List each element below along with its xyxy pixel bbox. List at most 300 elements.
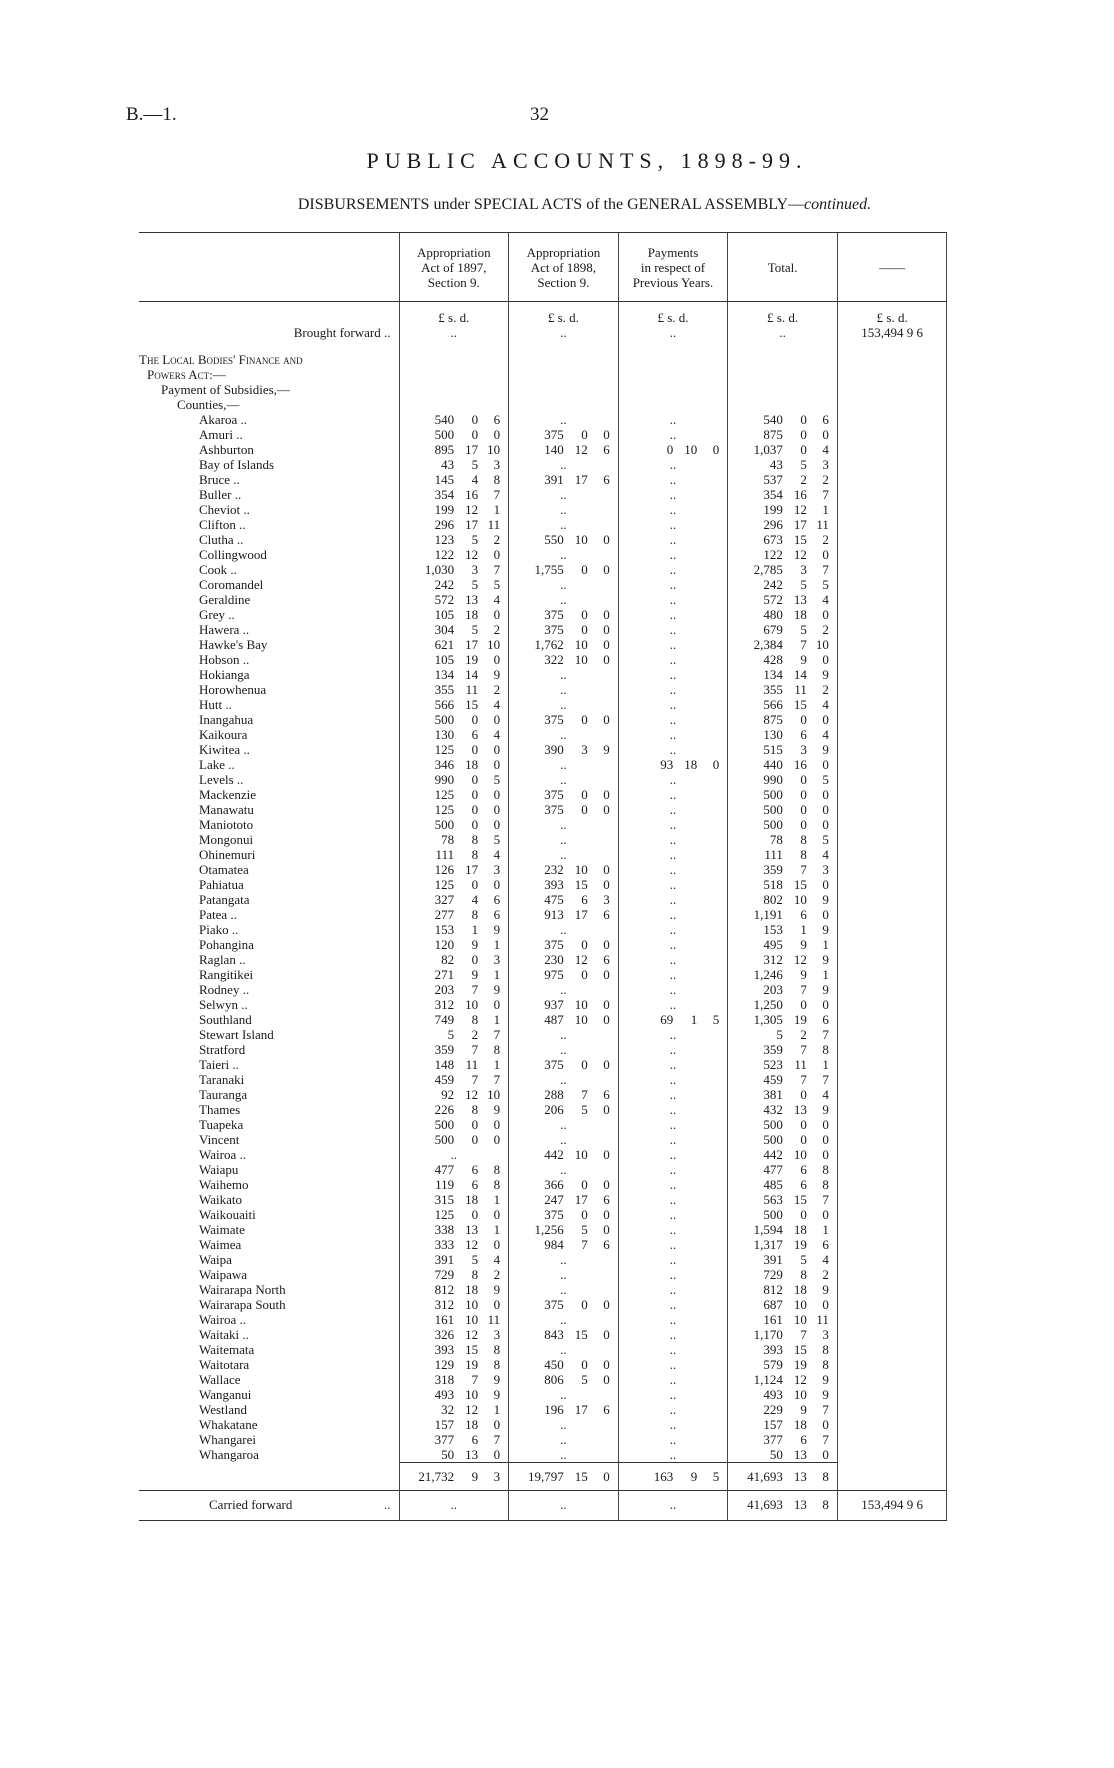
amount-previous-years: .. xyxy=(618,577,728,592)
pence: 1 xyxy=(493,1192,501,1207)
amount-1898 xyxy=(509,1057,619,1072)
shillings: 10 xyxy=(465,1387,479,1402)
county-name xyxy=(139,457,399,472)
shillings: 11 xyxy=(465,1057,479,1072)
county-name xyxy=(139,1327,399,1342)
pence: 8 xyxy=(822,1162,829,1177)
shillings: 13 xyxy=(465,1447,479,1462)
pence: 2 xyxy=(822,1267,829,1282)
pence: 6 xyxy=(822,1012,829,1027)
pence: 0 xyxy=(603,712,610,727)
county-name xyxy=(139,1192,399,1207)
pounds: 1,246 xyxy=(753,967,783,982)
amount-total xyxy=(728,577,838,592)
amount-total xyxy=(728,622,838,637)
shillings: 12 xyxy=(793,502,807,517)
pounds: 500 xyxy=(434,1117,455,1132)
amount-previous-years: .. xyxy=(618,832,728,847)
pence: 3 xyxy=(493,862,501,877)
county-name xyxy=(139,1042,399,1057)
shillings: 8 xyxy=(800,1267,807,1282)
empty-cell xyxy=(837,1057,947,1072)
empty-cell xyxy=(837,1387,947,1402)
shillings: 0 xyxy=(471,1117,479,1132)
amount-1897 xyxy=(399,1387,509,1402)
amount-previous-years: .. xyxy=(618,697,728,712)
empty-cell xyxy=(837,967,947,982)
shillings: 6 xyxy=(471,727,479,742)
amount-1898 xyxy=(509,892,619,907)
shillings: 0 xyxy=(800,412,807,427)
pence: 0 xyxy=(493,787,501,802)
county-label: Wallace xyxy=(199,1372,241,1387)
empty-cell xyxy=(837,1222,947,1237)
pence: 0 xyxy=(603,532,610,547)
shillings: 0 xyxy=(581,427,588,442)
pounds: 338 xyxy=(434,1222,455,1237)
pounds: 326 xyxy=(434,1327,455,1342)
county-name xyxy=(139,472,399,487)
pounds: 375 xyxy=(544,1297,564,1312)
pence: 8 xyxy=(493,1342,501,1357)
empty-cell xyxy=(837,1192,947,1207)
table-row xyxy=(139,697,947,712)
pence: 7 xyxy=(822,1027,829,1042)
accounts-table xyxy=(139,232,947,1521)
amount-1897 xyxy=(399,787,509,802)
shillings: 18 xyxy=(465,1282,479,1297)
amount-total xyxy=(728,832,838,847)
shillings: 12 xyxy=(465,502,479,517)
amount-previous-years: .. xyxy=(618,937,728,952)
pence: 11 xyxy=(487,517,501,532)
pounds: 990 xyxy=(763,772,783,787)
pence: 6 xyxy=(603,1087,610,1102)
amount-total xyxy=(728,952,838,967)
county-label: Waitemata xyxy=(199,1342,255,1357)
amount-total xyxy=(728,967,838,982)
amount-1897 xyxy=(399,1267,509,1282)
shillings: 7 xyxy=(800,1327,807,1342)
shillings: 12 xyxy=(793,1372,807,1387)
pounds: 50 xyxy=(441,1447,455,1462)
table-row xyxy=(139,652,947,667)
shillings: 5 xyxy=(800,622,807,637)
section-heading-line2: Powers Act:— xyxy=(147,367,226,382)
section-heading-row xyxy=(139,397,947,412)
amount-1897 xyxy=(399,1057,509,1072)
county-label: Collingwood xyxy=(199,547,267,562)
pounds: 346 xyxy=(434,757,455,772)
amount-1898 xyxy=(509,532,619,547)
amount-previous-years: .. xyxy=(618,637,728,652)
pence: 6 xyxy=(603,1402,610,1417)
county-label: Cook .. xyxy=(199,562,237,577)
county-label: Geraldine xyxy=(199,592,251,607)
amount-1898: .. xyxy=(509,592,619,607)
pounds: 21,732 xyxy=(418,1469,455,1484)
empty-cell xyxy=(837,667,947,682)
amount-1898 xyxy=(509,937,619,952)
amount-previous-years: .. xyxy=(618,952,728,967)
amount-1897 xyxy=(399,1297,509,1312)
pounds: 125 xyxy=(434,877,455,892)
county-label: Grey .. xyxy=(199,607,235,622)
shillings: 6 xyxy=(800,1432,807,1447)
shillings: 9 xyxy=(800,967,807,982)
shillings: 12 xyxy=(465,1327,479,1342)
column-header-previous-years: Payments in respect of Previous Years. xyxy=(618,233,728,302)
amount-1897 xyxy=(399,1027,509,1042)
amount-1897 xyxy=(399,922,509,937)
shillings: 0 xyxy=(471,412,479,427)
pounds: 572 xyxy=(763,592,783,607)
empty-cell xyxy=(837,1087,947,1102)
shillings: 7 xyxy=(471,1042,479,1057)
shillings: 0 xyxy=(581,1297,588,1312)
units-blank xyxy=(139,302,399,326)
pence: 0 xyxy=(493,997,501,1012)
pence: 0 xyxy=(493,652,501,667)
county-name xyxy=(139,697,399,712)
page-subtitle xyxy=(0,196,1114,214)
shillings: 2 xyxy=(800,1027,807,1042)
amount-1897 xyxy=(399,757,509,772)
pounds: 812 xyxy=(434,1282,455,1297)
table-row xyxy=(139,532,947,547)
pence: 0 xyxy=(822,1417,829,1432)
pence: 2 xyxy=(822,682,829,697)
shillings: 10 xyxy=(574,997,588,1012)
pence: 0 xyxy=(493,802,501,817)
pounds: 579 xyxy=(763,1357,783,1372)
pounds: 105 xyxy=(434,652,455,667)
pence: 9 xyxy=(493,1387,501,1402)
county-name xyxy=(139,1072,399,1087)
amount-total xyxy=(728,1222,838,1237)
amount-previous-years: .. xyxy=(618,622,728,637)
county-name xyxy=(139,1162,399,1177)
pence: 8 xyxy=(822,1342,829,1357)
pounds: 687 xyxy=(763,1297,783,1312)
shillings: 7 xyxy=(800,982,807,997)
empty-cell xyxy=(837,1132,947,1147)
shillings: 5 xyxy=(800,457,807,472)
shillings: 13 xyxy=(465,592,479,607)
amount-1898: .. xyxy=(509,487,619,502)
pounds: 391 xyxy=(434,1252,455,1267)
shillings: 17 xyxy=(465,517,479,532)
amount-1897 xyxy=(399,1222,509,1237)
amount-total xyxy=(728,607,838,622)
shillings: 8 xyxy=(471,1012,479,1027)
section-heading-row xyxy=(139,367,947,382)
pounds: 129 xyxy=(434,1357,455,1372)
amount-total xyxy=(728,1117,838,1132)
pounds: 375 xyxy=(544,622,564,637)
amount-1897 xyxy=(399,592,509,607)
empty-cell xyxy=(837,1162,947,1177)
table-row xyxy=(139,1357,947,1372)
amount-total xyxy=(728,1057,838,1072)
empty-cell xyxy=(837,1463,947,1491)
pence: 9 xyxy=(822,922,829,937)
pounds: 2,785 xyxy=(753,562,783,577)
pounds: 500 xyxy=(763,1132,783,1147)
county-label: Ashburton xyxy=(199,442,254,457)
empty-cell xyxy=(837,907,947,922)
pence: 1 xyxy=(822,502,829,517)
county-name xyxy=(139,1012,399,1027)
pence: 3 xyxy=(493,1469,501,1484)
empty-cell xyxy=(837,847,947,862)
amount-1897 xyxy=(399,982,509,997)
amount-1897 xyxy=(399,1237,509,1252)
empty-cell xyxy=(837,1072,947,1087)
empty-cell xyxy=(837,1297,947,1312)
shillings: 0 xyxy=(471,952,479,967)
county-label: Kiwitea .. xyxy=(199,742,250,757)
amount-1898: .. xyxy=(509,1447,619,1463)
amount-previous-years: .. xyxy=(618,592,728,607)
county-name xyxy=(139,577,399,592)
empty-cell xyxy=(837,637,947,652)
shillings: 8 xyxy=(471,907,479,922)
pence: 9 xyxy=(493,922,501,937)
shillings: 12 xyxy=(465,1402,479,1417)
county-label: Patangata xyxy=(199,892,250,907)
shillings: 10 xyxy=(793,1312,807,1327)
pence: 0 xyxy=(493,1447,501,1462)
county-name xyxy=(139,1267,399,1282)
section-heading-line3: Payment of Subsidies,— xyxy=(161,382,290,397)
pounds: 5 xyxy=(447,1027,455,1042)
county-name xyxy=(139,802,399,817)
amount-1897 xyxy=(399,517,509,532)
page-number: 32 xyxy=(530,104,549,125)
amount-total xyxy=(728,712,838,727)
shillings: 17 xyxy=(574,1192,588,1207)
pounds: 242 xyxy=(763,577,783,592)
county-label: Coromandel xyxy=(199,577,264,592)
county-label: Lake .. xyxy=(199,757,235,772)
section-heading-line4: Counties,— xyxy=(177,397,240,412)
table-row xyxy=(139,1372,947,1387)
pence: 1 xyxy=(493,1012,501,1027)
amount-1898: .. xyxy=(509,817,619,832)
pounds: 288 xyxy=(544,1087,564,1102)
pounds: 500 xyxy=(763,1207,783,1222)
pence: 8 xyxy=(493,1357,501,1372)
pounds: 125 xyxy=(434,787,455,802)
pounds: 359 xyxy=(434,1042,455,1057)
pounds: 428 xyxy=(763,652,783,667)
shillings: 0 xyxy=(471,712,479,727)
pounds: 157 xyxy=(763,1417,783,1432)
amount-previous-years: .. xyxy=(618,1057,728,1072)
county-name xyxy=(139,787,399,802)
amount-1897 xyxy=(399,1312,509,1327)
pounds: 163 xyxy=(653,1469,674,1484)
pounds: 148 xyxy=(434,1057,455,1072)
amount-1897 xyxy=(399,412,509,427)
amount-total xyxy=(728,937,838,952)
amount-total xyxy=(728,592,838,607)
spacer-row xyxy=(139,340,947,352)
empty-cell xyxy=(837,1372,947,1387)
amount-previous-years: .. xyxy=(618,772,728,787)
amount-1897 xyxy=(399,862,509,877)
amount-1898 xyxy=(509,1012,619,1027)
pence: 2 xyxy=(493,682,501,697)
pence: 1 xyxy=(493,1222,501,1237)
empty-cell xyxy=(837,727,947,742)
shillings: 5 xyxy=(471,1252,479,1267)
amount-total xyxy=(728,1087,838,1102)
pence: 5 xyxy=(822,772,829,787)
amount-previous-years: .. xyxy=(618,967,728,982)
pounds: 459 xyxy=(763,1072,783,1087)
pounds: 875 xyxy=(763,427,783,442)
amount-total xyxy=(728,817,838,832)
empty-cell xyxy=(837,1252,947,1267)
amount-1898: .. xyxy=(509,757,619,772)
pounds: 729 xyxy=(434,1267,455,1282)
shillings: 10 xyxy=(684,442,698,457)
amount-1897 xyxy=(399,802,509,817)
shillings: 0 xyxy=(471,742,479,757)
amount-1897 xyxy=(399,1087,509,1102)
pence: 7 xyxy=(822,1402,829,1417)
amount-total xyxy=(728,517,838,532)
pounds: 50 xyxy=(769,1447,783,1462)
table-row xyxy=(139,1027,947,1042)
pence: 9 xyxy=(822,982,829,997)
amount-1898 xyxy=(509,967,619,982)
amount-previous-years: .. xyxy=(618,667,728,682)
pounds: 679 xyxy=(763,622,783,637)
amount-1898 xyxy=(509,652,619,667)
amount-previous-years: .. xyxy=(618,1117,728,1132)
amount-1897 xyxy=(399,457,509,472)
pence: 11 xyxy=(816,517,829,532)
empty-cell xyxy=(837,817,947,832)
shillings: 17 xyxy=(465,862,479,877)
pounds: 1,037 xyxy=(753,442,783,457)
pounds: 500 xyxy=(434,712,455,727)
amount-1898: .. xyxy=(509,1432,619,1447)
pounds: 729 xyxy=(763,1267,783,1282)
pounds: 41,693 xyxy=(747,1469,783,1484)
amount-total xyxy=(728,547,838,562)
pence: 7 xyxy=(493,1432,501,1447)
pence: 0 xyxy=(493,712,501,727)
pounds: 812 xyxy=(763,1282,783,1297)
amount-1898 xyxy=(509,1372,619,1387)
pounds: 230 xyxy=(544,952,564,967)
amount-total xyxy=(728,472,838,487)
table-row xyxy=(139,1207,947,1222)
shillings: 16 xyxy=(465,487,479,502)
county-label: Hokianga xyxy=(199,667,250,682)
pounds: 0 xyxy=(666,442,674,457)
units-label: £ s. d. xyxy=(837,302,947,326)
county-name xyxy=(139,1342,399,1357)
empty-cell xyxy=(837,607,947,622)
shillings: 7 xyxy=(800,1072,807,1087)
pounds: 122 xyxy=(763,547,783,562)
amount-1898 xyxy=(509,802,619,817)
amount-total xyxy=(728,1042,838,1057)
shillings: 10 xyxy=(574,637,588,652)
shillings: 13 xyxy=(793,1447,807,1462)
subtitle-italic: continued. xyxy=(804,196,872,213)
amount-1897 xyxy=(399,1102,509,1117)
amount-total xyxy=(728,502,838,517)
table-row xyxy=(139,757,947,772)
shillings: 0 xyxy=(800,427,807,442)
pence: 0 xyxy=(493,757,501,772)
shillings: 18 xyxy=(465,1192,479,1207)
pence: 0 xyxy=(822,1447,829,1462)
units-row xyxy=(139,302,947,326)
empty-cell xyxy=(837,1357,947,1372)
pence: 7 xyxy=(822,1072,829,1087)
table-row xyxy=(139,907,947,922)
pounds: 377 xyxy=(763,1432,783,1447)
shillings: 7 xyxy=(800,862,807,877)
empty-cell xyxy=(837,802,947,817)
pounds: 161 xyxy=(434,1312,455,1327)
county-name xyxy=(139,772,399,787)
table-row xyxy=(139,1387,947,1402)
amount-total xyxy=(728,727,838,742)
pounds: 1,030 xyxy=(424,562,455,577)
table-row xyxy=(139,727,947,742)
county-name xyxy=(139,712,399,727)
empty-cell xyxy=(837,577,947,592)
pence: 3 xyxy=(493,952,501,967)
pence: 0 xyxy=(712,442,720,457)
amount-1897 xyxy=(399,667,509,682)
pounds: 105 xyxy=(434,607,455,622)
amount-total xyxy=(728,1447,838,1463)
pence: 9 xyxy=(822,892,829,907)
pounds: 5 xyxy=(776,1027,783,1042)
shillings: 0 xyxy=(581,712,588,727)
empty-cell xyxy=(837,1117,947,1132)
amount-previous-years: .. xyxy=(618,547,728,562)
amount-1897 xyxy=(399,832,509,847)
county-label: Waikouaiti xyxy=(199,1207,256,1222)
pounds: 119 xyxy=(435,1177,455,1192)
shillings: 3 xyxy=(800,742,807,757)
pence: 3 xyxy=(603,892,610,907)
shillings: 6 xyxy=(471,1177,479,1192)
amount-1897 xyxy=(399,712,509,727)
pounds: 296 xyxy=(434,517,455,532)
empty-cell xyxy=(837,427,947,442)
county-name xyxy=(139,667,399,682)
pence: 8 xyxy=(822,1497,829,1512)
column-header-1898: Appropriation Act of 1898, Section 9. xyxy=(509,233,619,302)
pence: 0 xyxy=(822,1132,829,1147)
units-label: £ s. d. xyxy=(728,302,838,326)
amount-previous-years: .. xyxy=(618,607,728,622)
shillings: 0 xyxy=(800,712,807,727)
amount-1898: .. xyxy=(509,697,619,712)
pounds: 134 xyxy=(434,667,455,682)
